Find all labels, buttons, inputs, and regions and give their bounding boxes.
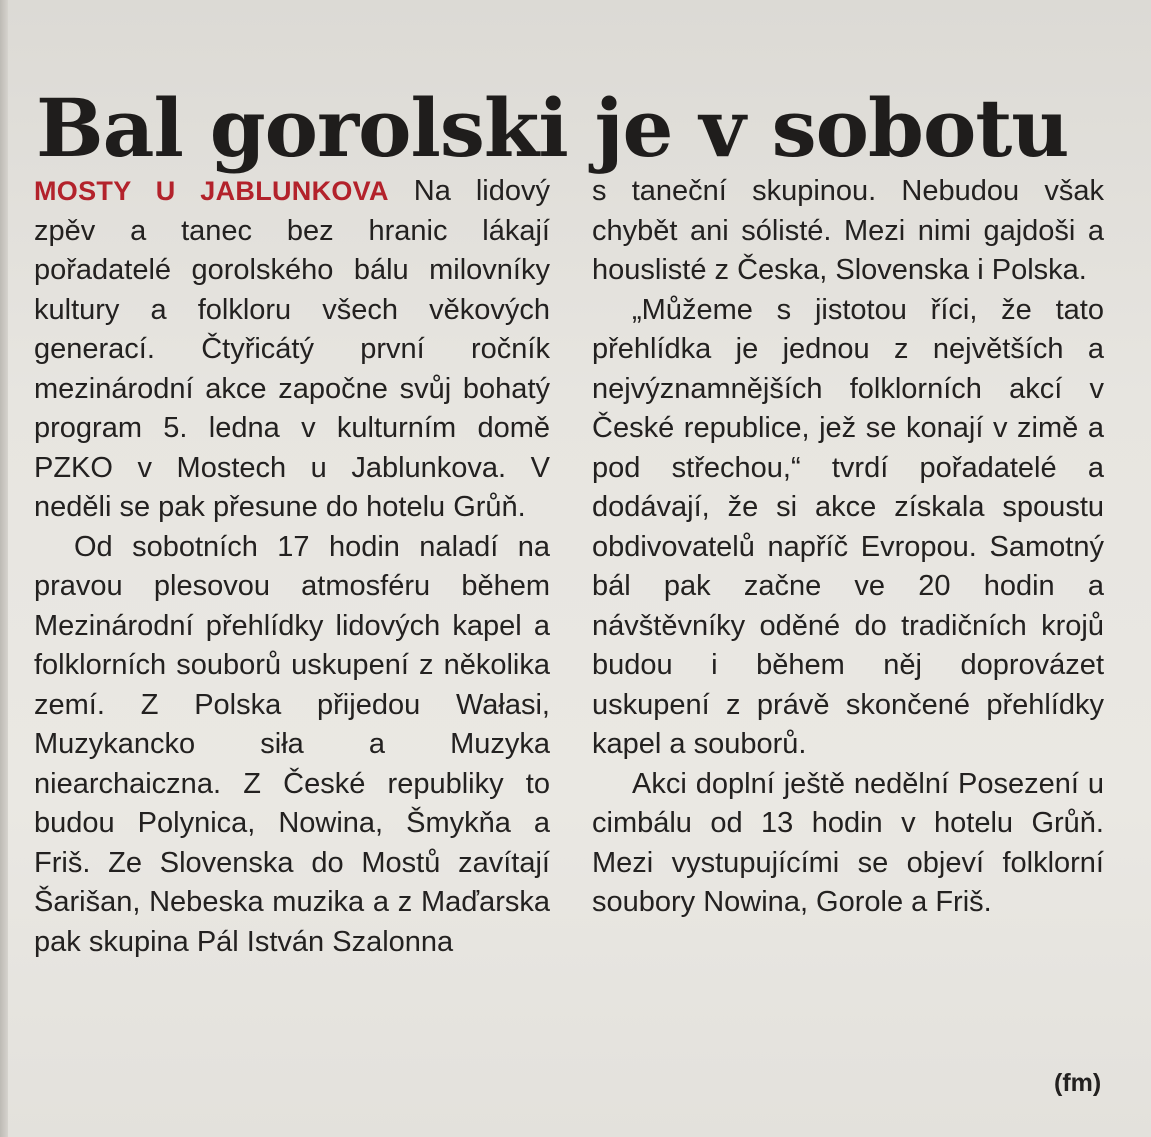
article-paragraph: Od sobotních 17 hodin naladí na pravou plesovou atmosféru během Mezinárodní přehlídky lidových kapel a folklorních souborů uskupení z několika zemí. Z Polska přijedou Wałasi, Muzykancko siła a Muzyka niearchaiczna. Z České republiky to budou Polynica, Nowina, Šmykňa a Friš. Ze Slovenska do Mostů zavítají Šarišan, Nebeska muzika a z Maďarska pak skupina Pál István Szalonna bbox=[34, 530, 550, 958]
page-fold-shadow bbox=[0, 0, 8, 1137]
article-paragraph: Akci doplní ještě nedělní Posezení u cimbálu od 13 hodin v hotelu Grůň. Mezi vystupujícími se objeví folklorní soubory Nowina, Gorole a Friš. bbox=[592, 767, 1104, 918]
article-column-right bbox=[592, 172, 1104, 923]
author-signature: (fm) bbox=[1054, 1069, 1102, 1097]
article-paragraph bbox=[34, 172, 550, 528]
paragraph-text: Na lidový zpěv a tanec bez hranic lákají pořadatelé gorolského bálu milovníky kultury a folkloru všech věkových generací. Čtyřicátý první ročník mezinárodní akce započne svůj bohatý program 5. ledna v kulturním domě PZKO v Mostech u Jablunkova. V neděli se pak přesune do hotelu Grůň. bbox=[34, 175, 550, 523]
article-paragraph: s taneční skupinou. Nebudou však chybět ani sólisté. Mezi nimi gajdoši a houslisté z Česka, Slovenska i Polska. bbox=[592, 175, 1104, 286]
article-headline: Bal gorolski je v sobotu bbox=[36, 80, 1069, 175]
article-paragraph: „Můžeme s jistotou říci, že tato přehlídka je jednou z největších a nejvýznamnějších folklorních akcí v České republice, jež se konají v zimě a pod střechou,“ tvrdí pořadatelé a dodávají, že si akce získala spoustu obdivovatelů napříč Evropou. Samotný bál pak začne ve 20 hodin a návštěvníky oděné do tradičních krojů budou i během něj doprovázet uskupení z právě skončené přehlídky kapel a souborů. bbox=[592, 293, 1104, 760]
article-column-left bbox=[34, 172, 550, 962]
article-location: MOSTY U JABLUNKOVA bbox=[34, 176, 389, 206]
